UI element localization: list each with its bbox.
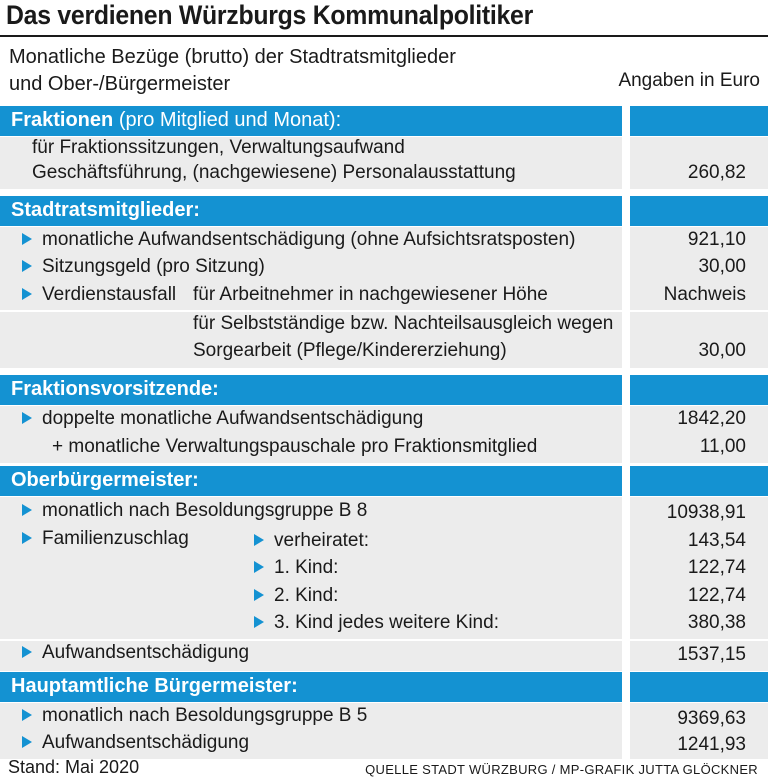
row-label: monatliche Aufwandsentschädigung (ohne Aufsichtsratsposten) [22, 229, 575, 251]
triangle-bullet-icon [254, 616, 264, 628]
row-label: doppelte monatliche Aufwandsentschädigung [22, 408, 423, 430]
row-value: 9369,63 [677, 708, 746, 729]
row-label: monatlich nach Besoldungsgruppe B 8 [22, 500, 367, 522]
section-header-value-cell [630, 672, 768, 702]
triangle-bullet-icon [22, 532, 32, 544]
section-heading: Fraktionsvorsitzende: [11, 378, 219, 400]
row-value: 260,82 [687, 162, 746, 183]
section-heading-note: (pro Mitglied und Monat): [118, 109, 342, 131]
row-sublabel: 3. Kind jedes weitere Kind: [254, 612, 499, 634]
row-value: 1537,15 [677, 644, 746, 665]
section-heading: Hauptamtliche Bürgermeister: [11, 675, 298, 697]
row-value: Nachweis [663, 284, 746, 305]
row-label: Geschäftsführung, (nachgewiesene) Personalausstattung [32, 162, 516, 183]
triangle-bullet-icon [22, 260, 32, 272]
row-label: Aufwandsentschädigung [22, 732, 249, 754]
row-value: 30,00 [698, 256, 746, 277]
row-label: Aufwandsentschädigung [22, 642, 249, 664]
row-label: Sitzungsgeld (pro Sitzung) [22, 256, 265, 278]
row-value: 1241,93 [677, 734, 746, 755]
row-sublabel: für Arbeitnehmer in nachgewiesener Höhe [193, 284, 548, 305]
title-divider [0, 35, 768, 37]
page-title: Das verdienen Würzburgs Kommunalpolitiker [6, 0, 533, 30]
footer-source: QUELLE STADT WÜRZBURG / MP-GRAFIK JUTTA GLÖCKNER [365, 762, 758, 777]
row-sublabel: verheiratet: [254, 530, 369, 552]
triangle-bullet-icon [22, 233, 32, 245]
row-value: 143,54 [687, 530, 746, 551]
triangle-bullet-icon [254, 534, 264, 546]
footer-stand: Stand: Mai 2020 [8, 757, 140, 777]
unit-label: Angaben in Euro [618, 70, 760, 91]
row-label: Familienzuschlag [22, 528, 189, 550]
section-header-stadtrat [0, 196, 622, 226]
section-header-value-cell [630, 375, 768, 405]
section-heading: Stadtratsmitglieder: [11, 199, 200, 221]
triangle-bullet-icon [22, 288, 32, 300]
triangle-bullet-icon [254, 561, 264, 573]
row-label: Verdienstausfall [22, 284, 176, 306]
row-sublabel: Sorgearbeit (Pflege/Kindererziehung) [193, 340, 507, 361]
section-header-value-cell [630, 466, 768, 496]
section-heading: Fraktionen [11, 109, 114, 131]
row-value: 380,38 [687, 612, 746, 633]
row-label: für Fraktionssitzungen, Verwaltungsaufwand [32, 137, 405, 158]
row-label: monatlich nach Besoldungsgruppe B 5 [22, 705, 367, 727]
triangle-bullet-icon [254, 589, 264, 601]
section-header-bm [0, 672, 622, 702]
row-value: 1842,20 [677, 408, 746, 429]
row-value: 122,74 [687, 585, 746, 606]
row-sublabel: für Selbstständige bzw. Nachteilsausgleich wegen [193, 313, 614, 334]
row-sublabel: 2. Kind: [254, 585, 338, 607]
section-header-ob [0, 466, 622, 496]
section-header-value-cell [630, 106, 768, 136]
row-value: 11,00 [699, 436, 746, 457]
section-heading: Oberbürgermeister: [11, 469, 199, 491]
section-header-value-cell [630, 196, 768, 226]
triangle-bullet-icon [22, 709, 32, 721]
triangle-bullet-icon [22, 646, 32, 658]
row-label: + monatliche Verwaltungspauschale pro Fraktionsmitglied [52, 436, 538, 457]
row-sublabel: 1. Kind: [254, 557, 338, 579]
triangle-bullet-icon [22, 412, 32, 424]
section-header-fraktionen [0, 106, 622, 136]
row-value: 921,10 [687, 229, 746, 250]
section-header-vorsitz [0, 375, 622, 405]
row-value: 30,00 [698, 340, 746, 361]
triangle-bullet-icon [22, 736, 32, 748]
row-value: 10938,91 [666, 502, 746, 523]
triangle-bullet-icon [22, 504, 32, 516]
subtitle-line-2: und Ober-/Bürgermeister [9, 73, 231, 95]
row-value: 122,74 [687, 557, 746, 578]
subtitle-line-1: Monatliche Bezüge (brutto) der Stadtratsmitglieder [9, 46, 456, 68]
